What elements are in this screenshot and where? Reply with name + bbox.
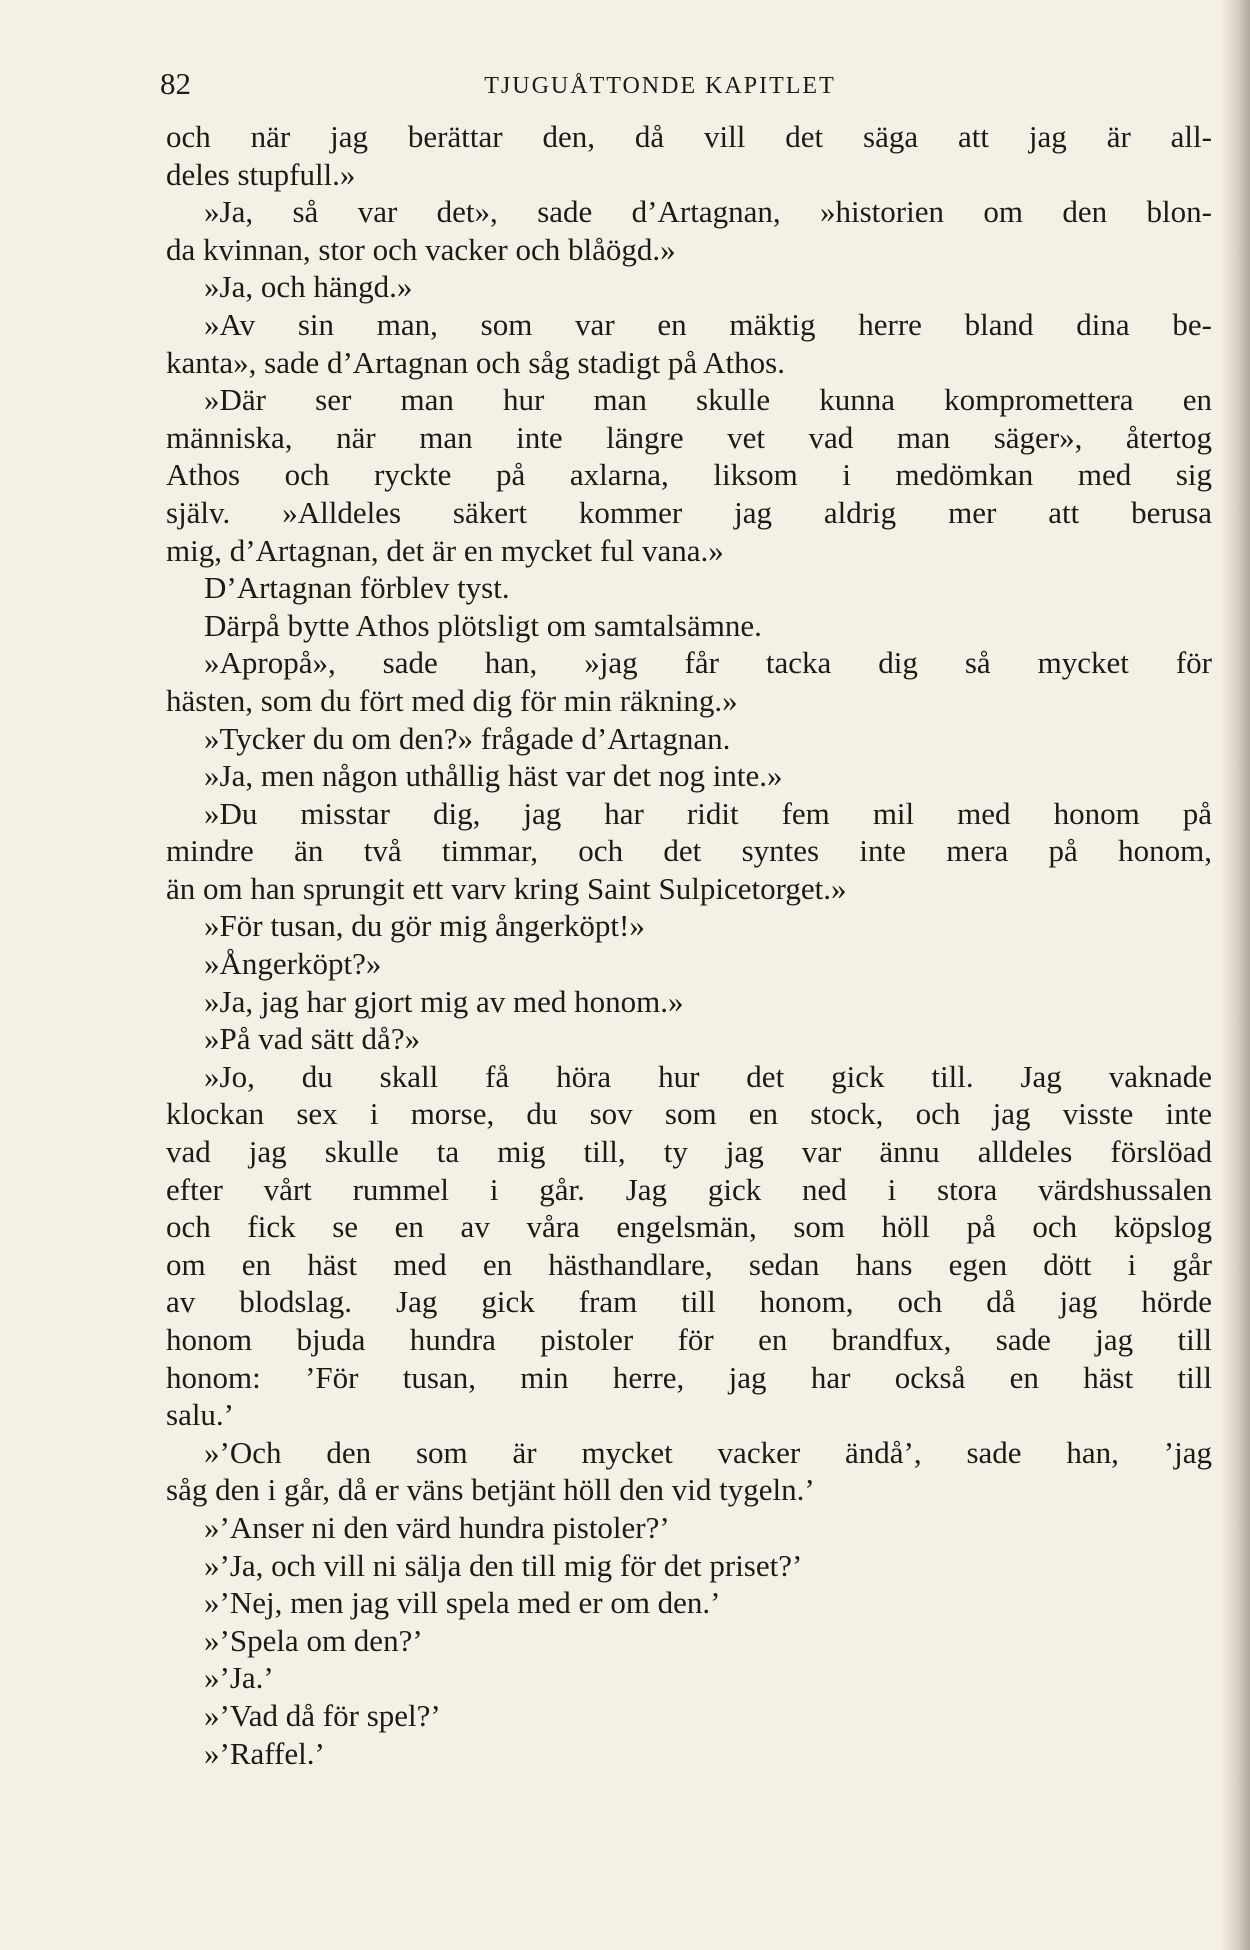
- text-line: honom: ’För tusan, min herre, jag har också en häst till: [166, 1359, 1212, 1395]
- text-line: »Av sin man, som var en mäktig herre bland dina be-: [204, 306, 1212, 342]
- text-line: »Ja, så var det», sade d’Artagnan, »historien om den blon-: [204, 194, 1212, 230]
- text-line: »’Ja.’: [204, 1660, 274, 1696]
- text-line: »Jo, du skall få höra hur det gick till. Jag vaknade: [204, 1058, 1212, 1094]
- text-line: »På vad sätt då?»: [204, 1021, 421, 1057]
- text-line: da kvinnan, stor och vacker och blåögd.»: [166, 231, 676, 267]
- text-line: »’Raffel.’: [204, 1735, 325, 1771]
- text-line: och när jag berättar den, då vill det säga att jag är all-: [166, 119, 1212, 154]
- page-edge-shadow: [1220, 0, 1250, 1950]
- text-line: mig, d’Artagnan, det är en mycket ful vana.»: [166, 532, 724, 568]
- text-line: mindre än två timmar, och det syntes inte mera på honom,: [166, 833, 1212, 869]
- text-line: efter vårt rummel i går. Jag gick ned i stora värdshussalen: [166, 1171, 1212, 1207]
- text-line: hästen, som du fört med dig för min räkning.»: [166, 682, 738, 718]
- text-line: »’Vad då för spel?’: [204, 1697, 441, 1733]
- text-line: om en häst med en hästhandlare, sedan hans egen dött i går: [166, 1246, 1212, 1282]
- text-line: Athos och ryckte på axlarna, liksom i medömkan med sig: [166, 457, 1212, 493]
- text-line: »Apropå», sade han, »jag får tacka dig så mycket för: [204, 645, 1212, 681]
- text-line: »’Och den som är mycket vacker ändå’, sade han, ’jag: [204, 1434, 1212, 1470]
- text-line: D’Artagnan förblev tyst.: [204, 570, 510, 606]
- text-line: salu.’: [166, 1397, 235, 1433]
- text-line: »Ångerköpt?»: [204, 946, 382, 982]
- running-head: TJUGUÅTTONDE KAPITLET: [484, 73, 836, 99]
- text-line: »’Ja, och vill ni sälja den till mig för det priset?’: [204, 1547, 803, 1583]
- text-line: av blodslag. Jag gick fram till honom, och då jag hörde: [166, 1284, 1212, 1320]
- text-line: människa, när man inte längre vet vad man säger», återtog: [166, 419, 1212, 455]
- text-line: Därpå bytte Athos plötsligt om samtalsämne.: [204, 607, 762, 643]
- body-text: [166, 118, 1212, 1772]
- text-line: än om han sprungit ett varv kring Saint Sulpicetorget.»: [166, 870, 847, 906]
- text-line: »’Spela om den?’: [204, 1622, 423, 1658]
- text-line: själv. »Alldeles säkert kommer jag aldrig mer att berusa: [166, 494, 1212, 530]
- text-line: såg den i går, då er väns betjänt höll den vid tygeln.’: [166, 1472, 815, 1508]
- text-line: »Ja, men någon uthållig häst var det nog inte.»: [204, 758, 783, 794]
- text-line: »’Anser ni den värd hundra pistoler?’: [204, 1509, 670, 1545]
- text-line: kanta», sade d’Artagnan och såg stadigt på Athos.: [166, 344, 785, 380]
- text-line: »Du misstar dig, jag har ridit fem mil med honom på: [204, 795, 1212, 831]
- text-line: vad jag skulle ta mig till, ty jag var ännu alldeles förslöad: [166, 1134, 1212, 1170]
- text-line: klockan sex i morse, du sov som en stock, och jag visste inte: [166, 1096, 1212, 1132]
- text-line: »För tusan, du gör mig ångerköpt!»: [204, 908, 645, 944]
- text-line: deles stupfull.»: [166, 156, 356, 192]
- text-line: och fick se en av våra engelsmän, som höll på och köpslog: [166, 1209, 1212, 1245]
- text-line: »Ja, jag har gjort mig av med honom.»: [204, 983, 684, 1019]
- text-line: »Där ser man hur man skulle kunna kompromettera en: [204, 382, 1212, 418]
- text-line: »Ja, och hängd.»: [204, 269, 413, 305]
- text-line: »Tycker du om den?» frågade d’Artagnan.: [204, 720, 731, 756]
- page-header: [160, 64, 1210, 104]
- text-line: »’Nej, men jag vill spela med er om den.’: [204, 1585, 721, 1621]
- text-line: honom bjuda hundra pistoler för en brandfux, sade jag till: [166, 1322, 1212, 1357]
- page-number: 82: [160, 66, 191, 101]
